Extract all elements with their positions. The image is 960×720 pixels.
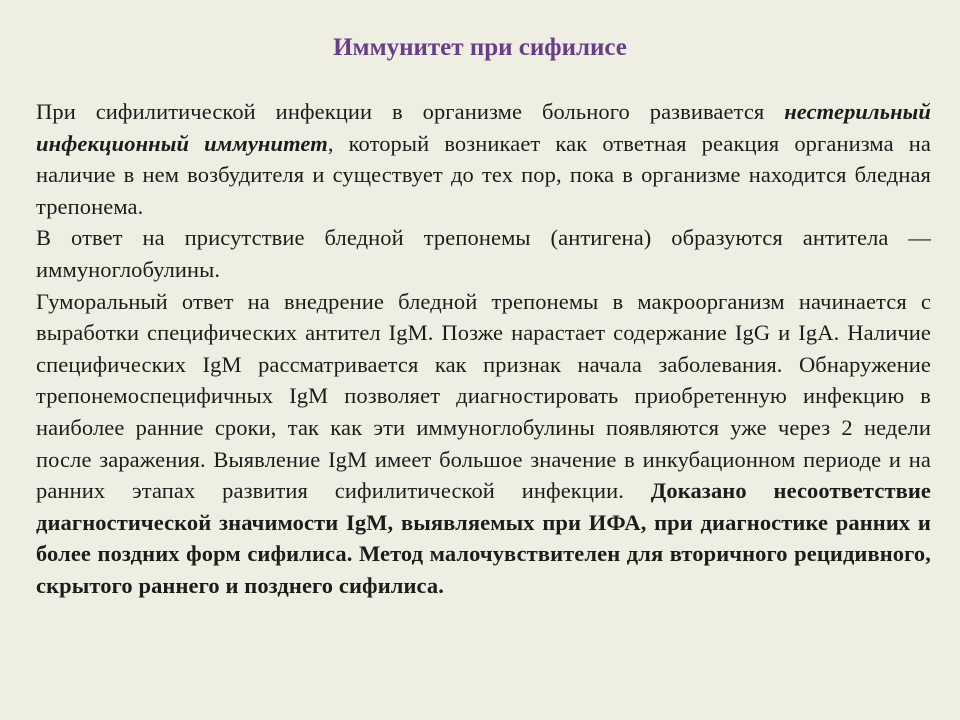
slide-body [36, 96, 931, 602]
paragraph-humoral-bold: Доказано несоответствие диагностической значимости IgM, выявляемых при ИФА, при диагностике ранних и более поздних форм сифилиса. Метод малочувствителен для вторичного рецидивного, скрытого раннего и позднего сифилиса. [36, 478, 931, 598]
paragraph-immunity-rest: , который возникает как ответная реакция организма на наличие в нем возбудителя и существует до тех пор, пока в организме находится бледная трепонема. [36, 130, 931, 219]
paragraph-immunity-emphasis: нестерильный инфекционный иммунитет [36, 99, 931, 156]
paragraph-humoral-text: Гуморальный ответ на внедрение бледной трепонемы в макроорганизм начинается с выработки специфических антител IgM. Позже нарастает содержание IgG и IgA. Наличие специфических IgM рассматривается как признак начала заболевания. Обнаружение трепонемоспецифичных IgM позволяет диагностировать приобретенную инфекцию в наиболее ранние сроки, так как эти иммуноглобулины появляются уже через 2 недели после заражения. Выявление IgM имеет большое значение в инкубационном периоде и на ранних этапах развития сифилитической инфекции. [36, 288, 931, 504]
paragraph-immunity-lead: При сифилитической инфекции в организме больного развивается [36, 99, 785, 124]
slide-title: Иммунитет при сифилисе [333, 34, 627, 61]
paragraph-humoral-response [36, 286, 931, 602]
paragraph-antibodies: В ответ на присутствие бледной трепонемы (антигена) образуются антитела — иммуноглобулины. [36, 225, 931, 282]
paragraph-immunity [36, 96, 931, 222]
